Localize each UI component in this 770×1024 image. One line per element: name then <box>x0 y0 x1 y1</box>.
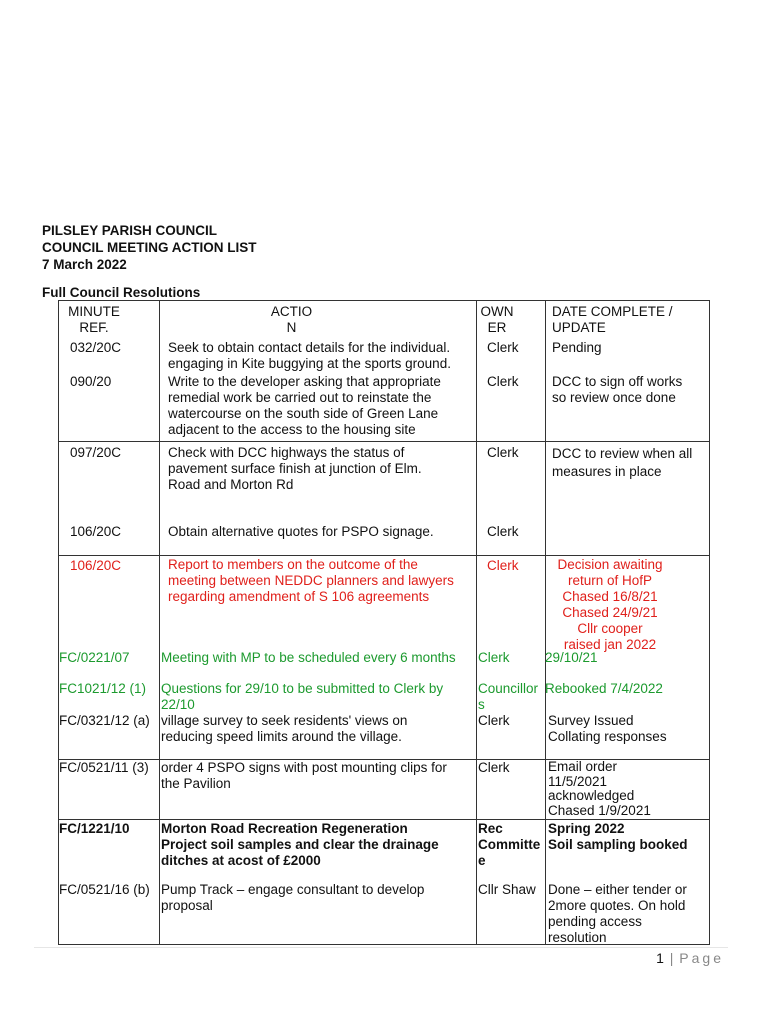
column-header-action: ACTIO N <box>270 304 313 335</box>
row-date: Rebooked 7/4/2022 <box>545 681 663 696</box>
row-date: Survey Issued Collating responses <box>548 713 667 744</box>
row-action: Questions for 29/10 to be submitted to Clerk by 22/10 <box>161 681 444 712</box>
page-label: Page <box>679 950 724 966</box>
list-title: COUNCIL MEETING ACTION LIST <box>42 240 257 255</box>
row-action: Seek to obtain contact details for the individual. engaging in Kite buggying at the sports ground. <box>168 340 451 371</box>
row-ref: 106/20C <box>70 558 122 573</box>
row-action: Report to members on the outcome of the meeting between NEDDC planners and lawyers regarding amendment of S 106 agreements <box>168 557 454 604</box>
row-date: Spring 2022 Soil sampling booked <box>548 821 688 852</box>
row-date: Done – either tender or 2more quotes. On hold pending access resolution <box>548 882 687 945</box>
row-action: Pump Track – engage consultant to develop proposal <box>161 882 425 913</box>
row-owner: Clerk <box>487 558 519 573</box>
row-owner: Clerk <box>478 760 510 775</box>
column-header-date: DATE COMPLETE / UPDATE <box>552 304 673 335</box>
column-header-owner: OWN ER <box>480 304 514 335</box>
council-name: PILSLEY PARISH COUNCIL <box>42 223 218 238</box>
row-ref: 106/20C <box>70 524 122 539</box>
row-owner: Clerk <box>487 374 519 389</box>
page-footer <box>656 950 724 966</box>
row-owner: Clerk <box>487 445 519 460</box>
list-date: 7 March 2022 <box>42 257 127 272</box>
column-header-ref: MINUTE REF. <box>68 304 120 335</box>
section-title: Full Council Resolutions <box>42 285 201 300</box>
footer-divider <box>34 947 728 948</box>
row-owner: Rec Committe e <box>478 821 541 868</box>
row-action: Obtain alternative quotes for PSPO signage. <box>168 524 434 539</box>
row-date: Pending <box>552 340 602 355</box>
row-date: 29/10/21 <box>545 650 598 665</box>
row-date: DCC to sign off works so review once done <box>552 374 683 405</box>
row-owner: Clerk <box>487 340 519 355</box>
row-ref: 032/20C <box>70 340 122 355</box>
row-ref: FC/0221/07 <box>59 650 130 665</box>
page-separator: | <box>669 950 675 966</box>
row-ref: FC1021/12 (1) <box>59 681 147 696</box>
row-action: Morton Road Recreation Regeneration Project soil samples and clear the drainage ditches at acost of £2000 <box>161 821 439 868</box>
action-table <box>58 300 710 945</box>
row-date: DCC to review when all measures in place <box>552 446 693 479</box>
row-owner: Clerk <box>478 713 510 728</box>
row-date: Decision awaiting return of HofP Chased 16/8/21 Chased 24/9/21 Cllr cooper raised jan 2022 <box>557 557 663 652</box>
row-owner: Councillor s <box>478 681 539 712</box>
row-action: village survey to seek residents' views on reducing speed limits around the village. <box>161 713 408 744</box>
row-ref: FC/1221/10 <box>59 821 130 836</box>
page-number: 1 <box>656 950 665 966</box>
row-ref: FC/0321/12 (a) <box>59 713 150 728</box>
row-ref: FC/0521/11 (3) <box>59 760 149 775</box>
row-date: Email order 11/5/2021 acknowledged Chased 1/9/2021 <box>548 759 651 818</box>
row-owner: Clerk <box>487 524 519 539</box>
row-owner: Clerk <box>478 650 510 665</box>
row-ref: 097/20C <box>70 445 122 460</box>
document-header <box>42 222 257 273</box>
row-ref: 090/20 <box>70 374 112 389</box>
row-owner: Cllr Shaw <box>478 882 536 897</box>
row-action: Write to the developer asking that appropriate remedial work be carried out to reinstate the watercourse on the south side of Green Lane adjacent to the access to the housing site <box>168 374 441 437</box>
row-ref: FC/0521/16 (b) <box>59 882 150 897</box>
row-action: Check with DCC highways the status of pavement surface finish at junction of Elm. Road and Morton Rd <box>168 445 422 492</box>
row-action: Meeting with MP to be scheduled every 6 months <box>161 650 456 665</box>
row-action: order 4 PSPO signs with post mounting clips for the Pavilion <box>161 760 447 791</box>
